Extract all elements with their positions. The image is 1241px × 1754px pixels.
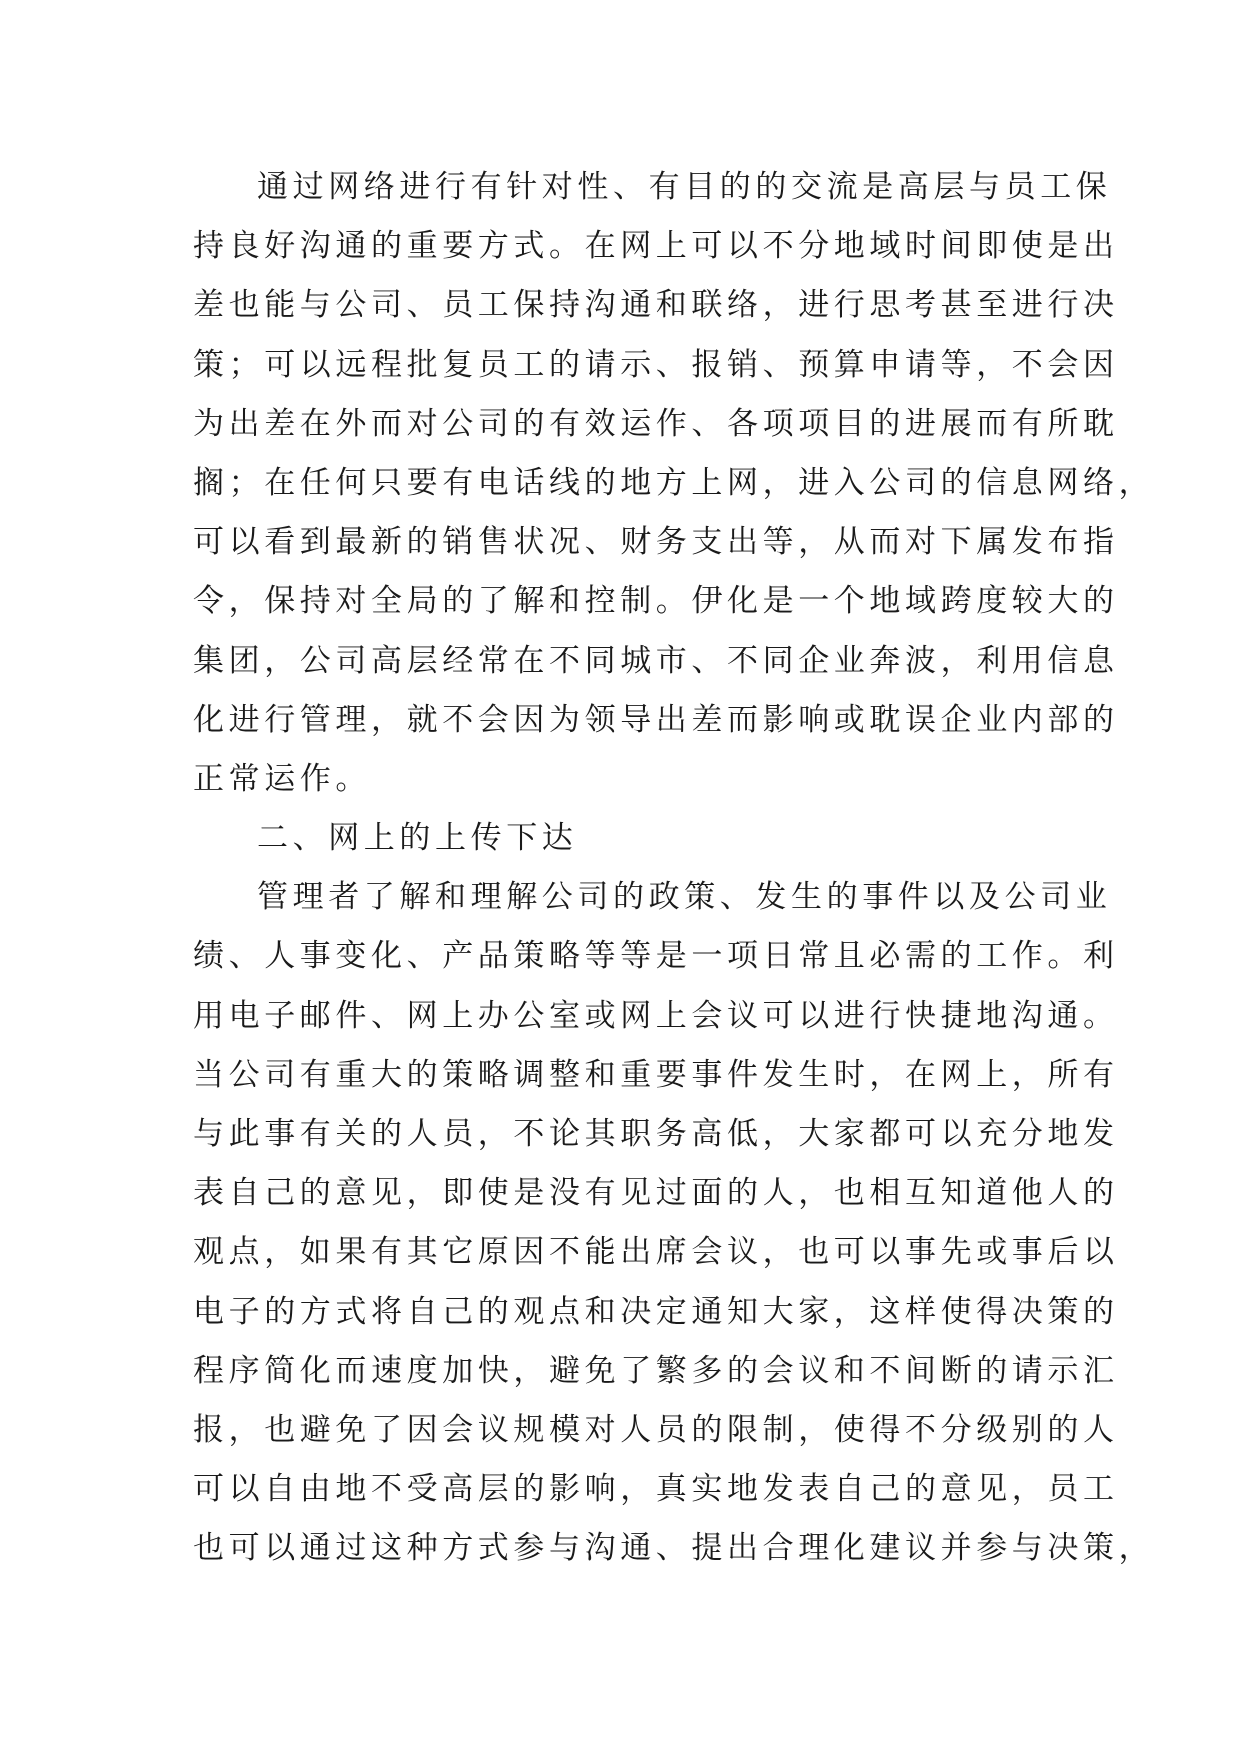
paragraph-2-line-2: 绩、人事变化、产品策略等等是一项日常且必需的工作。利 <box>193 938 1119 975</box>
paragraph-2-line-9: 程序简化而速度加快，避免了繁多的会议和不间断的请示汇 <box>193 1352 1119 1389</box>
paragraph-2-line-7: 观点，如果有其它原因不能出席会议，也可以事先或事后以 <box>193 1234 1119 1271</box>
paragraph-1-line-8: 令，保持对全局的了解和控制。伊化是一个地域跨度较大的 <box>193 583 1119 620</box>
paragraph-1-line-7: 可以看到最新的销售状况、财务支出等，从而对下属发布指 <box>193 524 1119 561</box>
section-heading: 二、网上的上传下达 <box>257 820 578 857</box>
paragraph-2-line-8: 电子的方式将自己的观点和决定通知大家，这样使得决策的 <box>193 1293 1119 1330</box>
paragraph-1-line-4: 策；可以远程批复员工的请示、报销、预算申请等，不会因 <box>193 346 1119 383</box>
paragraph-2-line-3: 用电子邮件、网上办公室或网上会议可以进行快捷地沟通。 <box>193 997 1119 1034</box>
paragraph-1-line-9: 集团，公司高层经常在不同城市、不同企业奔波，利用信息 <box>193 642 1119 679</box>
paragraph-2-line-10: 报，也避免了因会议规模对人员的限制，使得不分级别的人 <box>193 1411 1119 1448</box>
paragraph-1-line-6: 搁；在任何只要有电话线的地方上网，进入公司的信息网络， <box>193 464 1155 501</box>
paragraph-1-line-11: 正常运作。 <box>193 760 371 797</box>
paragraph-1-line-3: 差也能与公司、员工保持沟通和联络，进行思考甚至进行决 <box>193 287 1119 324</box>
paragraph-1-line-2: 持良好沟通的重要方式。在网上可以不分地域时间即使是出 <box>193 228 1119 265</box>
paragraph-2-line-11: 可以自由地不受高层的影响，真实地发表自己的意见，员工 <box>193 1471 1119 1508</box>
body-text <box>193 158 1155 1579</box>
paragraph-1-line-10: 化进行管理，就不会因为领导出差而影响或耽误企业内部的 <box>193 701 1119 738</box>
paragraph-2-line-12: 也可以通过这种方式参与沟通、提出合理化建议并参与决策， <box>193 1530 1155 1567</box>
paragraph-2-line-4: 当公司有重大的策略调整和重要事件发生时，在网上，所有 <box>193 1056 1119 1093</box>
paragraph-1-line-5: 为出差在外而对公司的有效运作、各项项目的进展而有所耽 <box>193 405 1119 442</box>
paragraph-2-line-5: 与此事有关的人员，不论其职务高低，大家都可以充分地发 <box>193 1116 1119 1152</box>
paragraph-2-line-1: 管理者了解和理解公司的政策、发生的事件以及公司业 <box>257 879 1112 916</box>
paragraph-1-line-1: 通过网络进行有针对性、有目的的交流是高层与员工保 <box>257 169 1112 205</box>
paragraph-2-line-6: 表自己的意见，即使是没有见过面的人，也相互知道他人的 <box>193 1175 1119 1212</box>
